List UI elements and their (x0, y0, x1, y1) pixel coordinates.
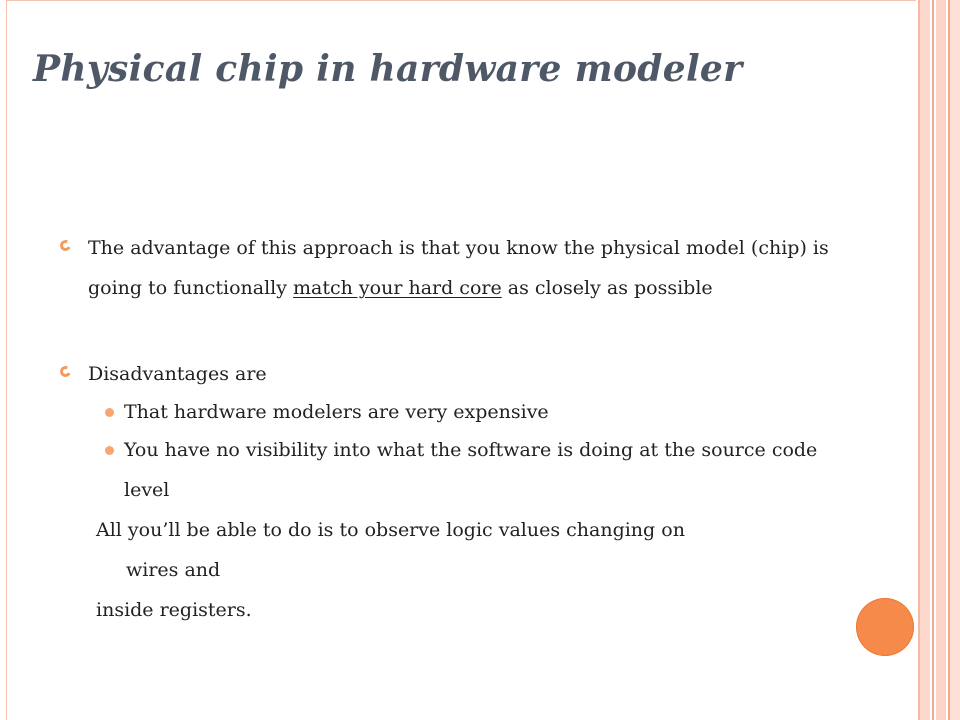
extra-text: All you’ll be able to do is to observe logic values changing on (96, 519, 685, 541)
bullet-ring-icon (58, 238, 72, 252)
sub-bullet-dot-icon (105, 408, 114, 417)
bullet-ring-icon (58, 364, 72, 378)
decorative-circle (856, 598, 914, 656)
bullet-advantage (58, 228, 858, 308)
bullet-text: Disadvantages are (88, 363, 267, 385)
extra-text: inside registers. (96, 599, 252, 621)
side-stripe (950, 0, 960, 720)
bullet-disadvantages (58, 354, 858, 394)
side-stripe (936, 0, 946, 720)
side-stripe (920, 0, 930, 720)
sub-bullet (58, 392, 858, 432)
sub-bullet-text: You have no visibility into what the software is doing at the source code level (124, 439, 818, 501)
side-stripe (932, 0, 934, 720)
extra-paragraph-2 (58, 590, 858, 630)
slide-title: Physical chip in hardware modeler (33, 48, 743, 90)
frame-left-border (6, 0, 7, 720)
sub-bullet (58, 430, 858, 510)
extra-paragraph (58, 510, 858, 590)
underlined-text: match your hard core (293, 277, 502, 299)
sub-bullet-dot-icon (105, 446, 114, 455)
bullet-text: as closely as possible (501, 277, 713, 299)
frame-top-border (6, 0, 916, 1)
bullet-text: The advantage of this approach is that you know the physical model (chip) is going to functionally (88, 237, 829, 299)
sub-bullet-text: That hardware modelers are very expensive (124, 401, 549, 423)
slide-body (58, 228, 858, 630)
extra-text-continued: wires and (126, 559, 221, 581)
